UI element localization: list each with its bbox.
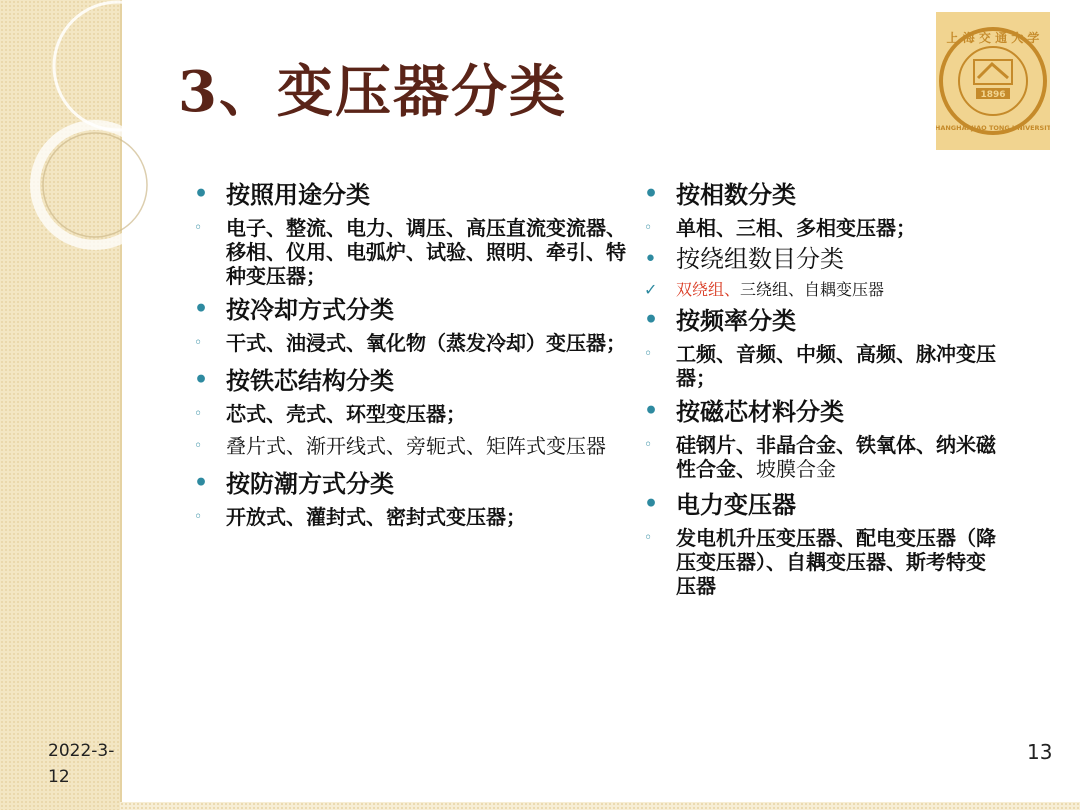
sjtu-seal-icon <box>936 12 1050 150</box>
category-heading: 按磁芯材料分类 <box>676 397 844 426</box>
bullet-dot-icon: • <box>644 247 657 272</box>
category-heading: 按照用途分类 <box>226 180 370 209</box>
bullet-circle-icon: ◦ <box>194 406 203 422</box>
checkmark-icon: ✓ <box>644 280 658 299</box>
bullet-circle-icon: ◦ <box>194 335 203 351</box>
left-column <box>194 179 644 529</box>
bullet-circle-icon: ◦ <box>644 220 653 236</box>
category-purpose <box>194 179 644 288</box>
category-heading: 按冷却方式分类 <box>226 295 394 324</box>
category-frequency <box>644 305 1004 390</box>
category-detail: 工频、音频、中频、高频、脉冲变压器； <box>676 342 996 390</box>
category-heading: 按铁芯结构分类 <box>226 366 394 395</box>
bullet-circle-icon: ◦ <box>194 509 203 525</box>
slide-date: 2022-3-12 <box>48 741 115 787</box>
bullet-circle-icon: ◦ <box>644 437 653 453</box>
category-detail: 单相、三相、多相变压器； <box>676 216 916 240</box>
category-heading: 按相数分类 <box>676 180 796 209</box>
category-heading: 电力变压器 <box>676 490 796 519</box>
decorative-rings <box>0 0 150 300</box>
category-detail: 硅钢片、非晶合金、铁氧体、纳米磁性合金、 <box>676 433 996 481</box>
bullet-dot-icon: • <box>194 296 209 322</box>
category-detail: 干式、油浸式、氧化物（蒸发冷却）变压器； <box>226 331 626 355</box>
logo-year: 1896 <box>980 90 1006 100</box>
bullet-circle-icon: ◦ <box>194 220 203 236</box>
category-detail-normal: 坡膜合金 <box>756 457 836 481</box>
decorative-footer-band <box>120 802 1080 810</box>
category-power <box>644 489 1004 598</box>
slide-title: 3、变压器分类 <box>178 59 567 125</box>
page-number: 13 <box>1027 740 1053 764</box>
bullet-dot-icon: • <box>644 307 659 333</box>
logo-top-text: 上 海 交 通 大 学 <box>946 31 1040 45</box>
bullet-dot-icon: • <box>194 181 209 207</box>
bullet-circle-icon: ◦ <box>194 438 203 454</box>
bullet-dot-icon: • <box>644 398 659 424</box>
category-winding <box>644 244 1004 301</box>
category-detail: 开放式、灌封式、密封式变压器； <box>226 505 526 529</box>
category-detail: 芯式、壳式、环型变压器； <box>226 402 466 426</box>
category-heading: 按防潮方式分类 <box>226 469 394 498</box>
logo-ring-text: SHANGHAI JIAO TONG UNIVERSITY <box>936 124 1050 132</box>
bullet-dot-icon: • <box>644 491 659 517</box>
category-phase <box>644 179 1004 240</box>
category-detail: 三绕组、自耦变压器 <box>740 280 885 299</box>
category-detail-highlight: 双绕组、 <box>676 280 741 299</box>
category-moisture <box>194 468 644 529</box>
category-core-material <box>644 396 1004 481</box>
bullet-circle-icon: ◦ <box>644 530 653 546</box>
university-logo <box>936 12 1050 150</box>
category-detail: 电子、整流、电力、调压、高压直流变流器、移相、仪用、电弧炉、试验、照明、牵引、特种变压器； <box>226 216 626 288</box>
bullet-dot-icon: • <box>194 367 209 393</box>
category-heading: 按绕组数目分类 <box>676 245 844 273</box>
bullet-dot-icon: • <box>644 181 659 207</box>
category-cooling <box>194 294 644 355</box>
right-column <box>644 179 1004 598</box>
bullet-dot-icon: • <box>194 470 209 496</box>
category-heading: 按频率分类 <box>676 306 796 335</box>
bullet-circle-icon: ◦ <box>644 346 653 362</box>
category-core-structure <box>194 365 644 458</box>
category-detail: 发电机升压变压器、配电变压器（降压变压器）、自耦变压器、斯考特变压器 <box>676 526 996 598</box>
category-detail: 叠片式、渐开线式、旁轭式、矩阵式变压器 <box>226 434 606 458</box>
